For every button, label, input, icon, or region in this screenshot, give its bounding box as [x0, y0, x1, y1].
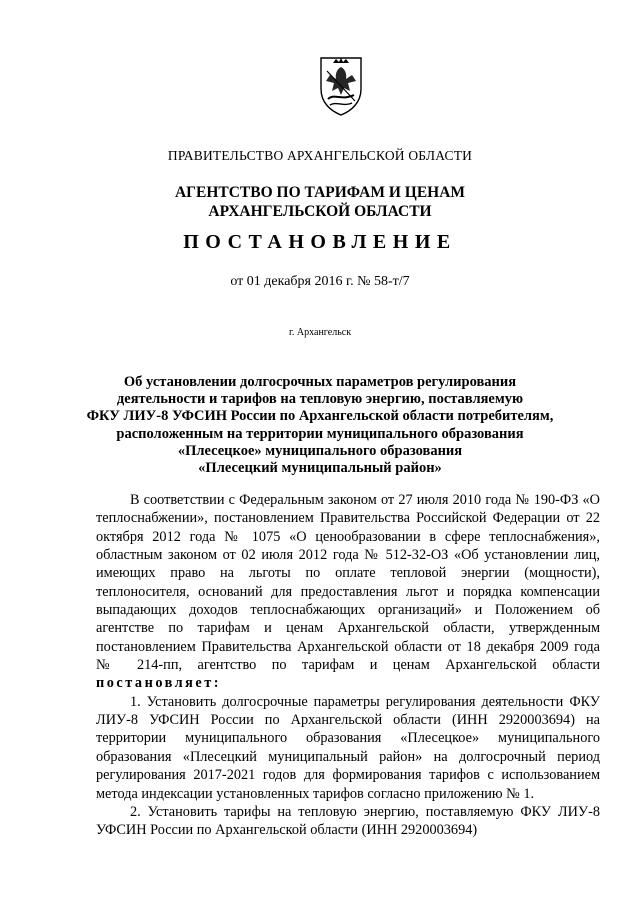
document-date-number: от 01 декабря 2016 г. № 58-т/7 — [230, 274, 410, 289]
agency-line-2: АРХАНГЕЛЬСКОЙ ОБЛАСТИ — [208, 203, 432, 220]
preamble-text: В соответствии с Федеральным законом от 27 июля 2010 года № 190-ФЗ «О теплоснабжении», постановлением Правительства Российской Федерации от 22 октября 2012 года № 1075 «О ценообразовании в сфере теплоснабжения», областным законом от 02 июля 2012 года № 512-32-ОЗ «Об установлении лиц, имеющих право на льготы по оплате тепловой энергии (мощности), теплоносителя, оснований для предоставления льгот и порядка компенсации выпадающих доходов теплоснабжающих организаций» и Положением об агентстве по тарифам и ценам Архангельской области, утвержденным постановлением Правительства Архангельской области от 18 декабря 2009 года № 214-пп, агентство по тарифам и ценам Архангельской области — [96, 492, 600, 674]
document-type: ПОСТАНОВЛЕНИЕ — [183, 231, 457, 253]
agency-line-1: АГЕНТСТВО ПО ТАРИФАМ И ЦЕНАМ — [174, 184, 466, 201]
resolves-keyword: постановляет — [96, 675, 214, 692]
item-1-paragraph: 1. Установить долгосрочные параметры регулирования деятельности ФКУ ЛИУ-8 УФСИН России по Архангельской области (ИНН 2920003694) на территории муниципального образования «Плесецкое» муниципального образования «Плесецкий муниципальный район» на долгосрочный период регулирования 2017-2021 годов для формирования тарифов с использованием метода индексации установленных тарифов согласно приложению № 1. — [96, 693, 600, 802]
document-subject — [0, 374, 640, 477]
agency-name — [0, 183, 640, 221]
subject-line: деятельности и тарифов на тепловую энергию, поставляемую — [116, 391, 524, 408]
resolves-colon: : — [213, 675, 222, 692]
subject-line: «Плесецкое» муниципального образования — [177, 442, 463, 459]
coat-of-arms-emblem — [318, 55, 364, 117]
preamble-paragraph — [96, 491, 600, 693]
subject-line: расположенным на территории муниципального образования — [116, 425, 524, 442]
subject-line: «Плесецкий муниципальный район» — [198, 460, 442, 477]
subject-line: ФКУ ЛИУ-8 УФСИН России по Архангельской области потребителям, — [86, 408, 554, 425]
document-body — [96, 491, 600, 840]
item-2-paragraph: 2. Установить тарифы на тепловую энергию, поставляемую ФКУ ЛИУ-8 УФСИН России по Архангельской области (ИНН 2920003694) — [96, 803, 600, 839]
government-name: ПРАВИТЕЛЬСТВО АРХАНГЕЛЬСКОЙ ОБЛАСТИ — [167, 148, 473, 163]
document-city: г. Архангельск — [288, 327, 352, 338]
subject-line: Об установлении долгосрочных параметров регулирования — [123, 374, 517, 390]
